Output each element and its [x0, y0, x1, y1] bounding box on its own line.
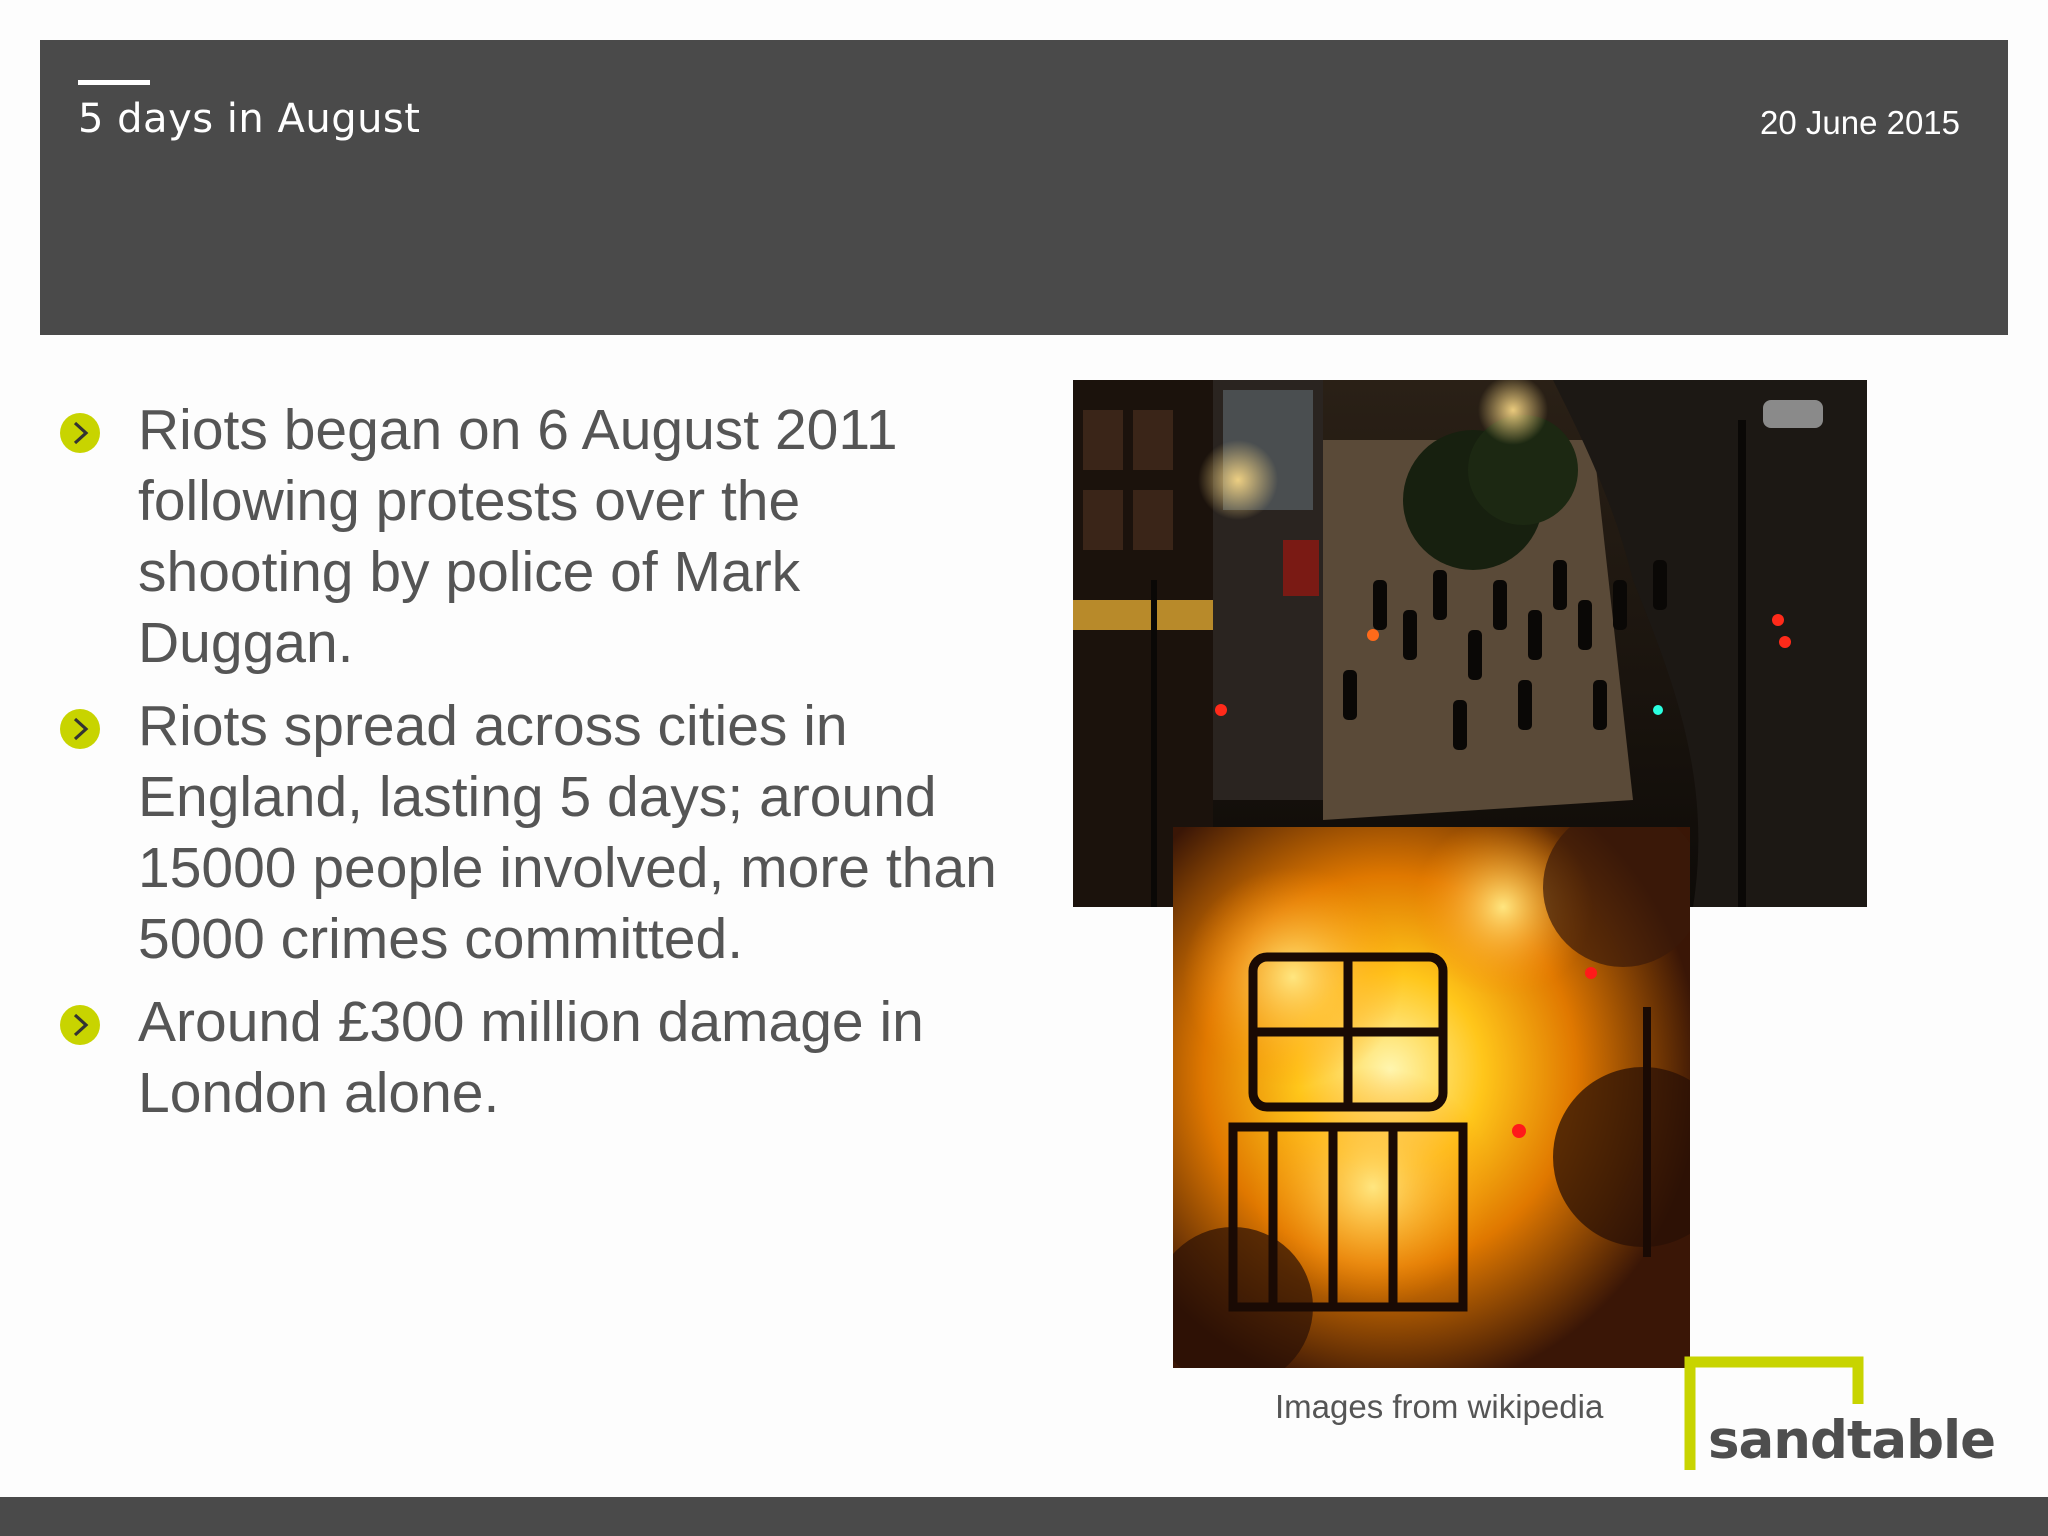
bullet-item — [60, 691, 1010, 975]
bullet-item — [60, 987, 1010, 1129]
footer-bar — [0, 1497, 2048, 1536]
bullet-item — [60, 395, 1010, 679]
sandtable-logo — [1684, 1356, 1996, 1471]
burning-bus-photo — [1173, 827, 1690, 1368]
header-bar — [40, 40, 2008, 335]
logo-wordmark: sandtable — [1708, 1410, 1996, 1471]
chevron-circle-icon — [60, 1005, 100, 1045]
slide-title: 5 days in August — [78, 96, 421, 142]
bullet-text: Around £300 million damage in London alone. — [138, 990, 924, 1125]
bullet-text: Riots spread across cities in England, lasting 5 days; around 15000 people involved, more than 5000 crimes committed. — [138, 694, 997, 971]
chevron-circle-icon — [60, 413, 100, 453]
bullet-list — [60, 395, 1010, 1141]
slide-date: 20 June 2015 — [1759, 104, 1960, 141]
title-rule — [78, 80, 150, 85]
image-caption: Images from wikipedia — [1275, 1388, 1604, 1425]
bullet-text: Riots began on 6 August 2011 following protests over the shooting by police of Mark Duggan. — [138, 398, 898, 675]
chevron-circle-icon — [60, 709, 100, 749]
